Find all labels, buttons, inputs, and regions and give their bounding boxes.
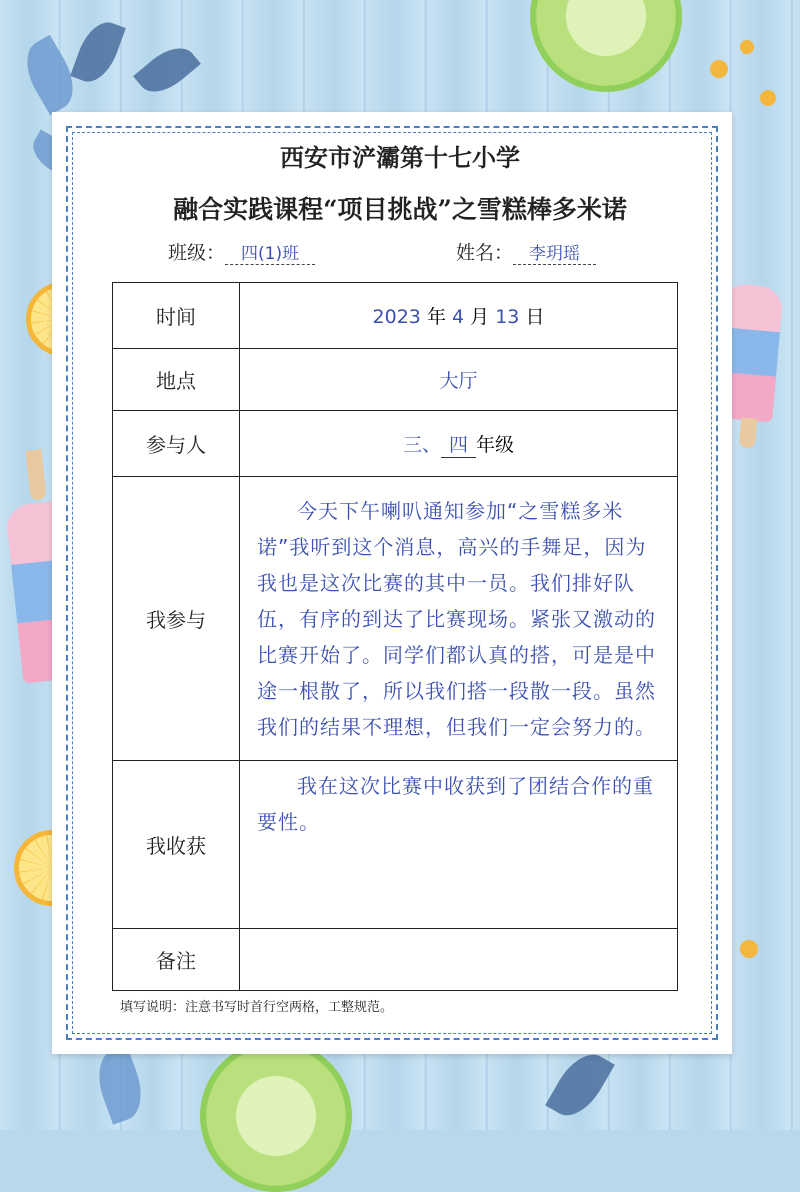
- participants-label: 参与人: [113, 411, 240, 477]
- flower-decoration: [740, 940, 758, 958]
- gain-label: 我收获: [113, 761, 240, 929]
- table-row-remarks: [113, 929, 678, 991]
- time-day: 13: [495, 306, 520, 328]
- participants-cell: [240, 411, 678, 477]
- class-field: [168, 238, 315, 265]
- table-row-participants: [113, 411, 678, 477]
- remarks-value: [240, 929, 678, 991]
- place-value: 大厅: [439, 370, 478, 392]
- place-label: 地点: [113, 349, 240, 411]
- name-field: [456, 238, 596, 265]
- participate-text: 今天下午喇叭通知参加“之雪糕多米诺”我听到这个消息，高兴的手舞足，因为我也是这次比赛的其中一员。我们排好队伍，有序的到达了比赛现场。紧张又激动的比赛开始了。同学们都认真的搭，可是是中途一根散了，所以我们搭一段散一段。虽然我们的结果不理想，但我们一定会努力的。: [257, 498, 656, 739]
- flower-decoration: [760, 90, 776, 106]
- school-name: 西安市浐灞第十七小学: [280, 143, 520, 172]
- time-month: 4: [452, 306, 465, 328]
- flower-decoration: [740, 40, 754, 54]
- table-row-gain: [113, 761, 678, 929]
- participate-label: 我参与: [113, 477, 240, 761]
- time-year: 2023: [372, 306, 421, 328]
- remarks-label: 备注: [113, 929, 240, 991]
- place-cell: [240, 349, 678, 411]
- participate-cell: [240, 477, 678, 761]
- participants-value1: 三、: [402, 433, 441, 456]
- name-label: 姓名：: [456, 242, 514, 264]
- time-month-unit: 月: [470, 306, 490, 328]
- flower-decoration: [710, 60, 728, 78]
- gain-text: 我在这次比赛中收获到了团结合作的重要性。: [257, 774, 654, 834]
- participants-value2: 四: [441, 430, 476, 458]
- time-label: 时间: [113, 283, 240, 349]
- name-value: 李玥瑶: [513, 239, 596, 265]
- class-label: 班级：: [168, 242, 226, 264]
- table-row-place: [113, 349, 678, 411]
- gain-cell: [240, 761, 678, 929]
- time-value: [240, 283, 678, 349]
- participants-suffix: 年级: [476, 433, 515, 456]
- lime-slice-decoration: [200, 1040, 352, 1192]
- table-row-participate: [113, 477, 678, 761]
- time-year-unit: 年: [426, 306, 446, 328]
- class-value: 四(1)班: [225, 239, 315, 265]
- activity-record-table: [112, 282, 678, 991]
- time-day-unit: 日: [525, 306, 545, 328]
- filling-instructions: 填写说明：注意书写时首行空两格，工整规范。: [120, 1000, 394, 1015]
- form-title: 融合实践课程“项目挑战”之雪糕棒多米诺: [173, 195, 627, 224]
- table-row-time: [113, 283, 678, 349]
